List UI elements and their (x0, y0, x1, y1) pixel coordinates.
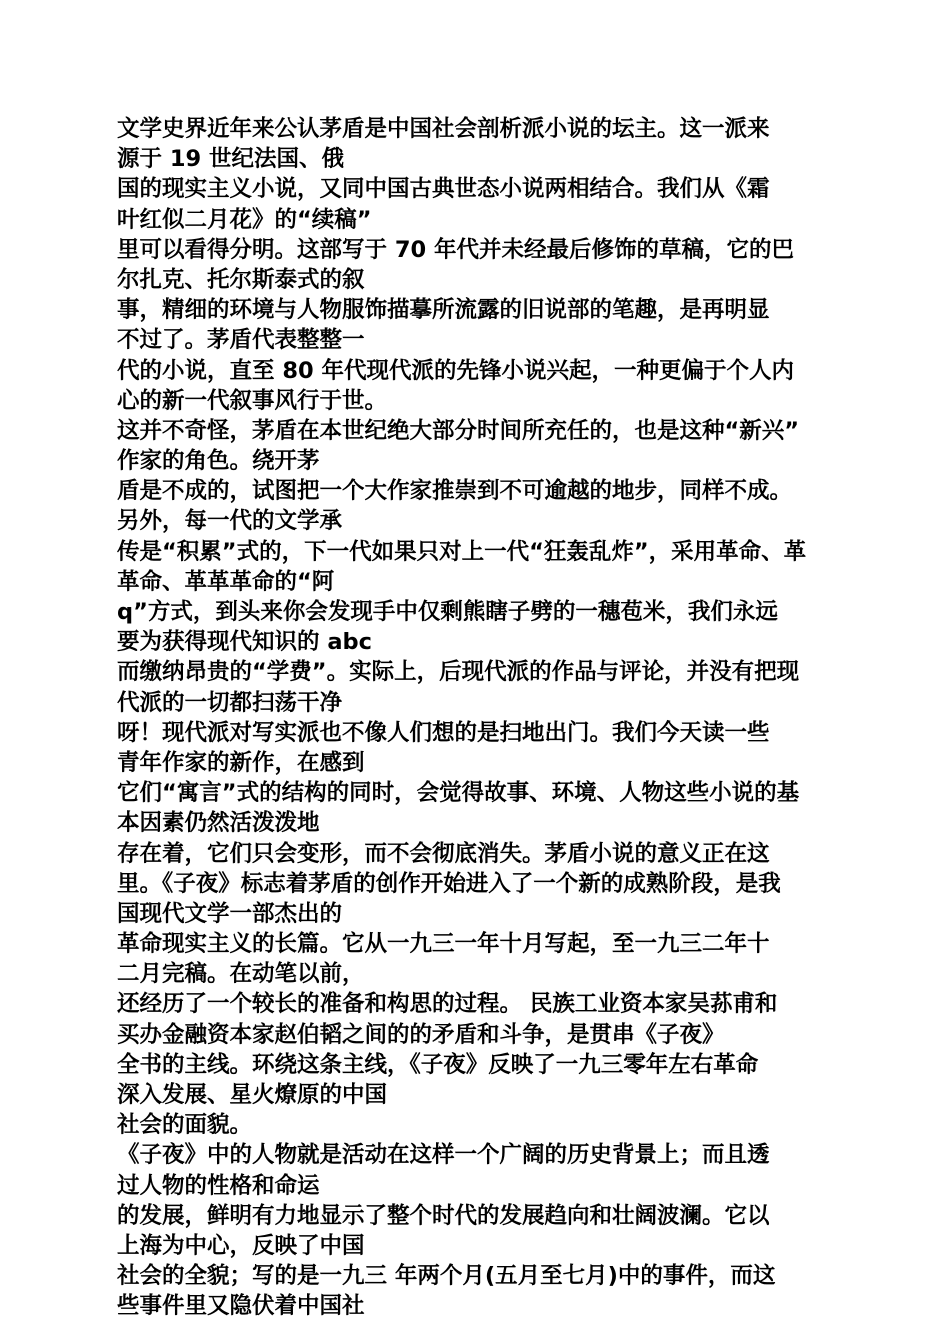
text-line: 社会的全貌；写的是一九三 年两个月(五月至七月)中的事件，而这 (117, 1263, 776, 1290)
text-line: 二月完稿。在动笔以前， (117, 961, 365, 988)
text-line: 里。《子夜》标志着茅盾的创作开始进入了一个新的成熟阶段，是我 (117, 870, 781, 897)
text-line: 作家的角色。绕开茅 (117, 448, 320, 475)
text-line: 深入发展、星火燎原的中国 (117, 1082, 388, 1108)
text-line: 《子夜》中的人物就是活动在这样一个广阔的历史背景上；而且透 (117, 1142, 770, 1169)
text-line: 另外，每一代的文学承 (117, 508, 343, 535)
text-line: 里可以看得分明。这部写于 70 年代并未经最后修饰的草稿，它的巴 (117, 236, 794, 263)
text-line: 不过了。茅盾代表整整一 (117, 327, 365, 354)
text-line: 还经历了一个较长的准备和构思的过程。 民族工业资本家吴荪甫和 (117, 991, 778, 1018)
text-line: 叶红似二月花》的“续稿” (117, 206, 372, 233)
text-line: 些事件里又隐伏着中国社 (117, 1293, 365, 1320)
text-line: 社会的面貌。 (117, 1112, 253, 1139)
text-line: 代的小说，直至 80 年代现代派的先锋小说兴起，一种更偏于个人内 (117, 357, 794, 384)
text-line: 呀！现代派对写实派也不像人们想的是扫地出门。我们今天读一些 (117, 719, 770, 746)
text-line: 传是“积累”式的，下一代如果只对上一代“狂轰乱炸”，采用革命、革 (117, 538, 807, 565)
text-line: 国现代文学一部杰出的 (117, 900, 343, 927)
text-line: 过人物的性格和命运 (117, 1172, 320, 1199)
text-line: 存在着，它们只会变形，而不会彻底消失。茅盾小说的意义正在这 (117, 840, 770, 867)
text-line: 文学史界近年来公认茅盾是中国社会剖析派小说的坛主。这一派来 (117, 116, 770, 142)
text-line: 盾是不成的，试图把一个大作家推崇到不可逾越的地步，同样不成。 (117, 478, 793, 505)
body-text (117, 114, 837, 1322)
text-line: 心的新一代叙事风行于世。 (117, 387, 388, 414)
text-line: 这并不奇怪，茅盾在本世纪绝大部分时间所充任的，也是这种“新兴” (117, 417, 800, 444)
text-line: 革命现实主义的长篇。它从一九三一年十月写起，至一九三二年十 (117, 931, 770, 958)
text-line: 事，精细的环境与人物服饰描摹所流露的旧说部的笔趣，是再明显 (117, 297, 770, 324)
text-line: 青年作家的新作，在感到 (117, 749, 365, 776)
text-line: 上海为中心，反映了中国 (117, 1232, 365, 1259)
text-line: 买办金融资本家赵伯韬之间的的矛盾和斗争，是贯串《子夜》 (117, 1021, 725, 1048)
text-line: 全书的主线。环绕这条主线，《子夜》反映了一九三零年左右革命 (117, 1051, 759, 1078)
text-line: 国的现实主义小说，又同中国古典世态小说两相结合。我们从《霜 (117, 176, 770, 203)
text-line: 代派的一切都扫荡干净 (117, 689, 343, 716)
text-line: 源于 19 世纪法国、俄 (117, 146, 344, 173)
text-line: 而缴纳昂贵的“学费”。实际上，后现代派的作品与评论，并没有把现 (117, 659, 800, 686)
text-line: q”方式，到头来你会发现手中仅剩熊瞎子劈的一穗苞米，我们永远 (117, 599, 778, 625)
text-line: 本因素仍然活泼泼地 (117, 810, 320, 837)
text-line: 的发展，鲜明有力地显示了整个时代的发展趋向和壮阔波澜。它以 (117, 1202, 770, 1229)
text-line: 它们“寓言”式的结构的同时，会觉得故事、环境、人物这些小说的基 (117, 780, 800, 807)
text-line: 尔扎克、托尔斯泰式的叙 (117, 266, 365, 293)
text-line: 革命、革革革命的“阿 (117, 568, 335, 595)
text-line: 要为获得现代知识的 abc (117, 629, 372, 656)
